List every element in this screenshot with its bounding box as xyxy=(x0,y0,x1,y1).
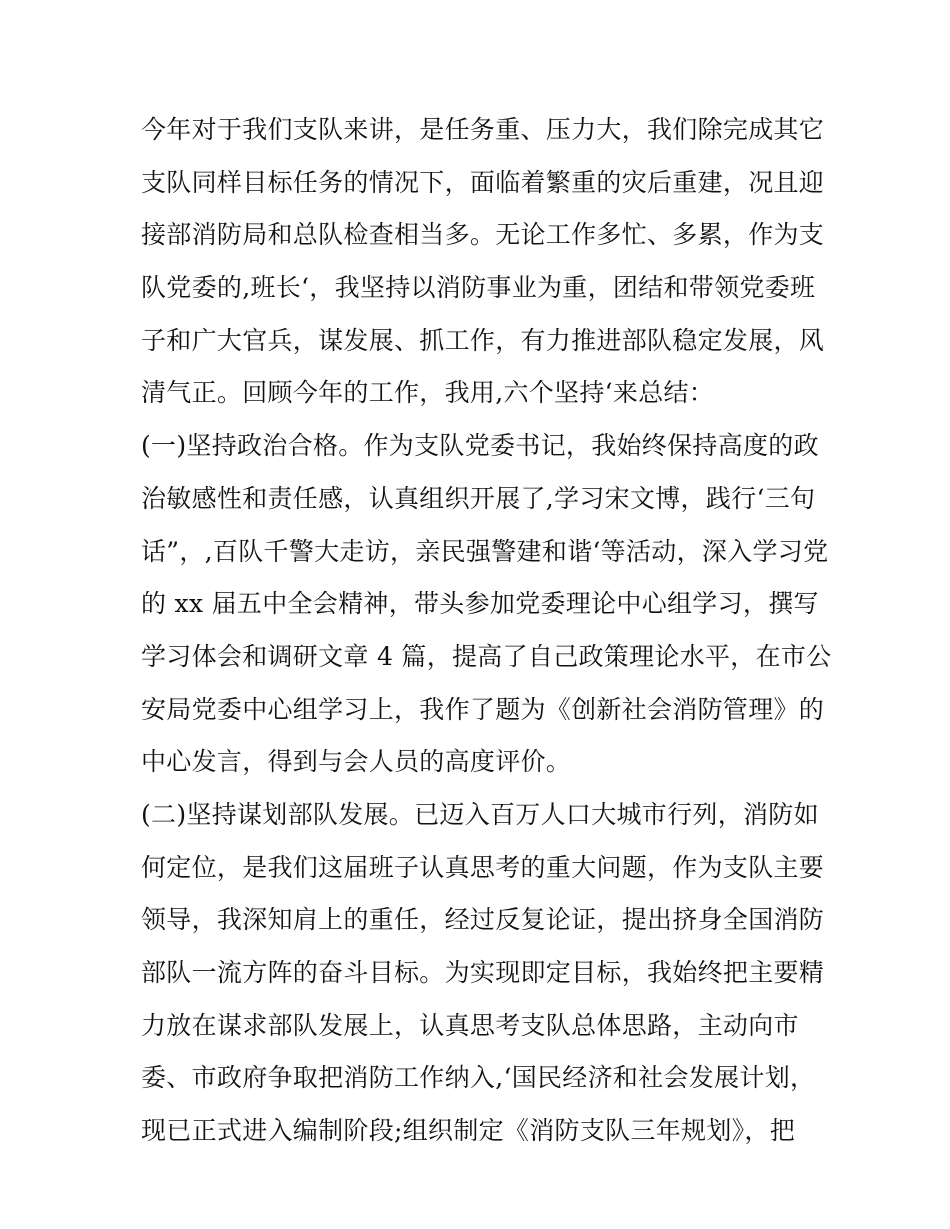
text-line: 今年对于我们支队来讲，是任务重、压力大，我们除完成其它 xyxy=(141,115,825,144)
text-line: 学习体会和调研文章 4 篇，提高了自己政策理论水平，在市公 xyxy=(141,641,832,671)
text-line: 清气正。回顾今年的工作，我用,六个坚持‘来总结： xyxy=(141,378,715,408)
text-line: (一)坚持政治合格。作为支队党委书记，我始终保持高度的政 xyxy=(141,431,819,461)
text-line: 接部消防局和总队检查相当多。无论工作多忙、多累，作为支 xyxy=(141,220,825,250)
text-line: 话”，,百队千警大走访，亲民强警建和谐‘等活动，深入学习党 xyxy=(141,536,829,566)
text-line: 支队同样目标任务的情况下，面临着繁重的灾后重建，况且迎 xyxy=(141,167,825,197)
text-line: 力放在谋求部队发展上，认真思考支队总体思路，主动向市 xyxy=(141,1010,799,1040)
text-line: 何定位，是我们这届班子认真思考的重大问题，作为支队主要 xyxy=(141,852,825,882)
text-line: 治敏感性和责任感，认真组织开展了,学习宋文博，践行‘三句 xyxy=(141,483,816,513)
text-line: 委、市政府争取把消防工作纳入,‘国民经济和社会发展计划， xyxy=(141,1063,816,1093)
text-line: 子和广大官兵，谋发展、抓工作，有力推进部队稳定发展，风 xyxy=(141,325,825,355)
text-line: 的 xx 届五中全会精神，带头参加党委理论中心组学习，撰写 xyxy=(141,589,819,619)
text-line: 领导，我深知肩上的重任，经过反复论证，提出挤身全国消防 xyxy=(141,905,825,935)
text-line: 现已正式进入编制阶段;组织制定《消防支队三年规划》，把 xyxy=(141,1116,796,1146)
text-line: (二)坚持谋划部队发展。已迈入百万人口大城市行列，消防如 xyxy=(141,799,819,829)
body-text xyxy=(141,104,831,1158)
text-line: 部队一流方阵的奋斗目标。为实现即定目标，我始终把主要精 xyxy=(141,958,825,987)
text-line: 安局党委中心组学习上，我作了题为《创新社会消防管理》的 xyxy=(141,694,825,724)
text-line: 队党委的,班长‘，我坚持以消防事业为重，团结和带领党委班 xyxy=(141,273,816,303)
text-line: 中心发言，得到与会人员的高度评价。 xyxy=(141,747,572,777)
